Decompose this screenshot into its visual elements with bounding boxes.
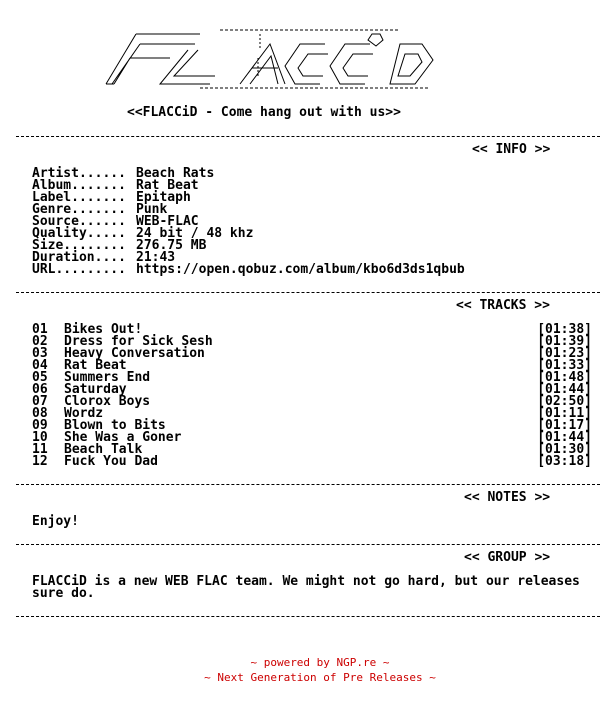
track-row: 02 Dress for Sick Sesh [01:39] xyxy=(32,334,592,349)
info-genre: Genre....... Punk xyxy=(32,202,168,217)
logo-icon xyxy=(100,26,440,92)
divider xyxy=(16,136,600,137)
track-row: 03 Heavy Conversation [01:23] xyxy=(32,346,592,361)
notes-text: Enjoy! xyxy=(32,514,79,529)
tagline: <<FLACCiD - Come hang out with us>> xyxy=(127,105,401,120)
info-quality: Quality..... 24 bit / 48 khz xyxy=(32,226,254,241)
track-row: 11 Beach Talk [01:30] xyxy=(32,442,592,457)
track-row: 09 Blown to Bits [01:17] xyxy=(32,418,592,433)
track-row: 04 Rat Beat [01:33] xyxy=(32,358,592,373)
notes-heading: << NOTES >> xyxy=(464,490,551,505)
info-source: Source...... WEB-FLAC xyxy=(32,214,199,229)
track-row: 07 Clorox Boys [02:50] xyxy=(32,394,592,409)
tracks-heading: << TRACKS >> xyxy=(456,298,550,313)
footer-tagline: ~ Next Generation of Pre Releases ~ xyxy=(204,671,436,684)
track-row: 05 Summers End [01:48] xyxy=(32,370,592,385)
track-row: 12 Fuck You Dad [03:18] xyxy=(32,454,592,469)
track-row: 10 She Was a Goner [01:44] xyxy=(32,430,592,445)
info-size: Size........ 276.75 MB xyxy=(32,238,207,253)
info-url: URL......... https://open.qobuz.com/album/kbo6d3ds1qbub xyxy=(32,262,465,277)
info-artist: Artist...... Beach Rats xyxy=(32,166,215,181)
divider xyxy=(16,616,600,617)
track-row: 06 Saturday [01:44] xyxy=(32,382,592,397)
divider xyxy=(16,544,600,545)
divider xyxy=(16,484,600,485)
info-heading: << INFO >> xyxy=(472,142,551,157)
track-row: 01 Bikes Out! [01:38] xyxy=(32,322,592,337)
group-text: FLACCiD is a new WEB FLAC team. We might not go hard, but our releases sure do. xyxy=(32,574,580,601)
divider xyxy=(16,292,600,293)
footer-powered-by: ~ powered by NGP.re ~ xyxy=(250,656,390,669)
info-duration: Duration.... 21:43 xyxy=(32,250,176,265)
info-album: Album....... Rat Beat xyxy=(32,178,199,193)
ascii-art-logo xyxy=(100,26,440,92)
track-row: 08 Wordz [01:11] xyxy=(32,406,592,421)
group-heading: << GROUP >> xyxy=(464,550,551,565)
album-url-link[interactable]: https://open.qobuz.com/album/kbo6d3ds1qbub xyxy=(136,262,465,277)
info-label: Label....... Epitaph xyxy=(32,190,191,205)
